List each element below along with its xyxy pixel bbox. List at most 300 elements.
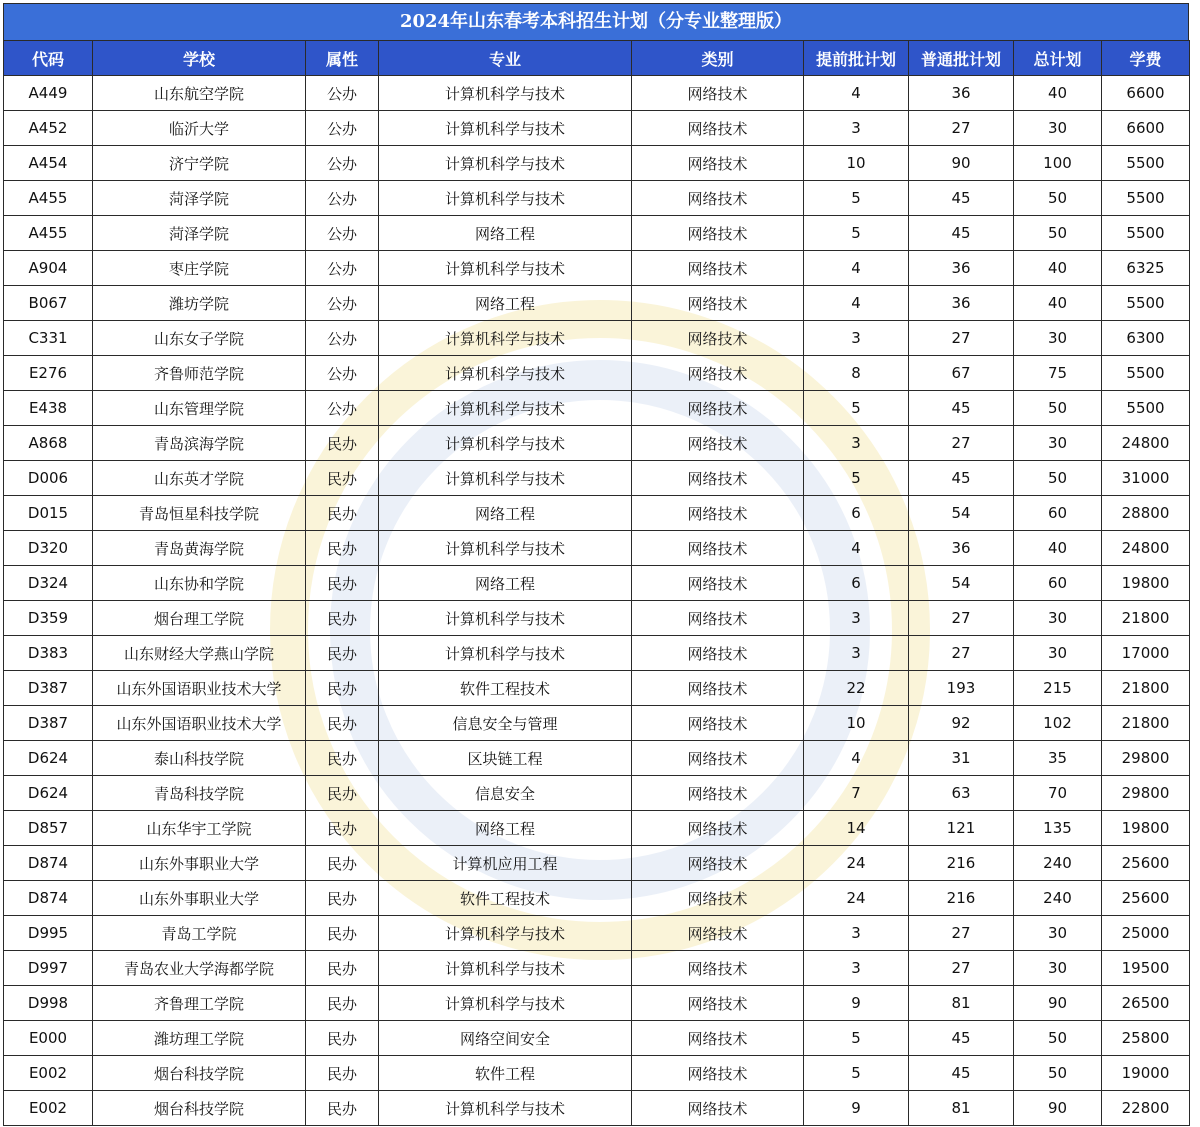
cell-regular-plan: 216 [909, 881, 1014, 916]
cell-school: 齐鲁理工学院 [93, 986, 306, 1021]
column-header-total-plan: 总计划 [1014, 41, 1102, 76]
cell-tuition: 5500 [1102, 146, 1190, 181]
cell-code: D324 [4, 566, 93, 601]
cell-early-plan: 24 [804, 846, 909, 881]
cell-total-plan: 50 [1014, 216, 1102, 251]
cell-major: 计算机科学与技术 [379, 111, 632, 146]
table-row [4, 566, 1190, 601]
cell-category: 网络技术 [632, 391, 804, 426]
cell-regular-plan: 27 [909, 916, 1014, 951]
table-row [4, 916, 1190, 951]
cell-regular-plan: 45 [909, 181, 1014, 216]
cell-type: 民办 [306, 496, 379, 531]
cell-major: 网络工程 [379, 496, 632, 531]
cell-major: 计算机科学与技术 [379, 916, 632, 951]
table-row [4, 636, 1190, 671]
cell-school: 山东英才学院 [93, 461, 306, 496]
cell-early-plan: 9 [804, 986, 909, 1021]
cell-tuition: 25800 [1102, 1021, 1190, 1056]
column-header-regular-plan: 普通批计划 [909, 41, 1014, 76]
cell-major: 计算机科学与技术 [379, 601, 632, 636]
cell-code: E000 [4, 1021, 93, 1056]
table-row [4, 1091, 1190, 1126]
cell-tuition: 25000 [1102, 916, 1190, 951]
cell-category: 网络技术 [632, 671, 804, 706]
cell-type: 民办 [306, 1056, 379, 1091]
cell-category: 网络技术 [632, 881, 804, 916]
cell-major: 计算机科学与技术 [379, 321, 632, 356]
column-header-category: 类别 [632, 41, 804, 76]
cell-total-plan: 40 [1014, 286, 1102, 321]
cell-school: 临沂大学 [93, 111, 306, 146]
cell-type: 民办 [306, 881, 379, 916]
cell-major: 计算机科学与技术 [379, 251, 632, 286]
cell-tuition: 26500 [1102, 986, 1190, 1021]
cell-type: 公办 [306, 251, 379, 286]
cell-early-plan: 3 [804, 951, 909, 986]
cell-school: 山东外国语职业技术大学 [93, 671, 306, 706]
cell-type: 公办 [306, 111, 379, 146]
table-row [4, 1021, 1190, 1056]
cell-tuition: 25600 [1102, 881, 1190, 916]
cell-major: 计算机科学与技术 [379, 356, 632, 391]
cell-tuition: 21800 [1102, 671, 1190, 706]
cell-code: D624 [4, 776, 93, 811]
cell-type: 公办 [306, 146, 379, 181]
table-row [4, 76, 1190, 111]
cell-early-plan: 3 [804, 636, 909, 671]
table-row [4, 846, 1190, 881]
cell-school: 齐鲁师范学院 [93, 356, 306, 391]
table-row [4, 356, 1190, 391]
cell-major: 计算机科学与技术 [379, 636, 632, 671]
cell-code: C331 [4, 321, 93, 356]
cell-school: 烟台科技学院 [93, 1091, 306, 1126]
cell-total-plan: 100 [1014, 146, 1102, 181]
cell-category: 网络技术 [632, 286, 804, 321]
cell-category: 网络技术 [632, 181, 804, 216]
table-row [4, 881, 1190, 916]
cell-regular-plan: 45 [909, 391, 1014, 426]
cell-major: 计算机科学与技术 [379, 531, 632, 566]
cell-early-plan: 5 [804, 216, 909, 251]
cell-school: 潍坊学院 [93, 286, 306, 321]
cell-category: 网络技术 [632, 321, 804, 356]
cell-category: 网络技术 [632, 916, 804, 951]
cell-code: E002 [4, 1056, 93, 1091]
cell-tuition: 29800 [1102, 741, 1190, 776]
cell-code: D874 [4, 846, 93, 881]
cell-tuition: 5500 [1102, 181, 1190, 216]
cell-school: 山东外国语职业技术大学 [93, 706, 306, 741]
cell-code: E002 [4, 1091, 93, 1126]
cell-category: 网络技术 [632, 601, 804, 636]
table-row [4, 286, 1190, 321]
cell-early-plan: 4 [804, 251, 909, 286]
cell-type: 民办 [306, 986, 379, 1021]
cell-tuition: 28800 [1102, 496, 1190, 531]
cell-early-plan: 14 [804, 811, 909, 846]
cell-category: 网络技术 [632, 776, 804, 811]
cell-regular-plan: 216 [909, 846, 1014, 881]
cell-code: D383 [4, 636, 93, 671]
cell-type: 民办 [306, 741, 379, 776]
cell-school: 烟台科技学院 [93, 1056, 306, 1091]
table-row [4, 426, 1190, 461]
cell-total-plan: 50 [1014, 1021, 1102, 1056]
cell-code: A455 [4, 181, 93, 216]
column-header-type: 属性 [306, 41, 379, 76]
cell-total-plan: 75 [1014, 356, 1102, 391]
cell-major: 网络空间安全 [379, 1021, 632, 1056]
cell-early-plan: 3 [804, 426, 909, 461]
cell-category: 网络技术 [632, 76, 804, 111]
cell-code: E438 [4, 391, 93, 426]
cell-type: 公办 [306, 76, 379, 111]
cell-total-plan: 90 [1014, 986, 1102, 1021]
cell-type: 公办 [306, 216, 379, 251]
column-header-tuition: 学费 [1102, 41, 1190, 76]
cell-tuition: 22800 [1102, 1091, 1190, 1126]
cell-type: 民办 [306, 776, 379, 811]
cell-regular-plan: 36 [909, 531, 1014, 566]
cell-code: D874 [4, 881, 93, 916]
cell-regular-plan: 31 [909, 741, 1014, 776]
cell-major: 计算机科学与技术 [379, 181, 632, 216]
cell-regular-plan: 45 [909, 1056, 1014, 1091]
cell-code: A868 [4, 426, 93, 461]
cell-major: 计算机科学与技术 [379, 986, 632, 1021]
table-row [4, 181, 1190, 216]
cell-tuition: 6600 [1102, 76, 1190, 111]
cell-early-plan: 24 [804, 881, 909, 916]
cell-total-plan: 50 [1014, 461, 1102, 496]
cell-major: 软件工程技术 [379, 671, 632, 706]
cell-total-plan: 90 [1014, 1091, 1102, 1126]
cell-regular-plan: 90 [909, 146, 1014, 181]
cell-category: 网络技术 [632, 531, 804, 566]
table-row [4, 601, 1190, 636]
cell-total-plan: 60 [1014, 566, 1102, 601]
cell-type: 民办 [306, 636, 379, 671]
cell-tuition: 5500 [1102, 216, 1190, 251]
cell-tuition: 5500 [1102, 286, 1190, 321]
cell-early-plan: 3 [804, 111, 909, 146]
cell-early-plan: 9 [804, 1091, 909, 1126]
cell-total-plan: 40 [1014, 531, 1102, 566]
cell-school: 菏泽学院 [93, 216, 306, 251]
table-row [4, 741, 1190, 776]
cell-tuition: 25600 [1102, 846, 1190, 881]
table-row [4, 776, 1190, 811]
cell-major: 计算机科学与技术 [379, 391, 632, 426]
cell-total-plan: 50 [1014, 391, 1102, 426]
cell-regular-plan: 45 [909, 461, 1014, 496]
cell-category: 网络技术 [632, 986, 804, 1021]
cell-major: 网络工程 [379, 216, 632, 251]
cell-regular-plan: 27 [909, 601, 1014, 636]
cell-category: 网络技术 [632, 146, 804, 181]
table-row [4, 216, 1190, 251]
table-header [4, 41, 1190, 76]
cell-early-plan: 5 [804, 391, 909, 426]
table-title: 2024年山东春考本科招生计划（分专业整理版） [3, 3, 1189, 40]
cell-school: 山东华宇工学院 [93, 811, 306, 846]
cell-early-plan: 4 [804, 531, 909, 566]
cell-school: 青岛科技学院 [93, 776, 306, 811]
cell-regular-plan: 36 [909, 286, 1014, 321]
cell-school: 山东财经大学燕山学院 [93, 636, 306, 671]
cell-regular-plan: 27 [909, 636, 1014, 671]
cell-school: 山东航空学院 [93, 76, 306, 111]
cell-total-plan: 40 [1014, 76, 1102, 111]
cell-major: 信息安全 [379, 776, 632, 811]
cell-category: 网络技术 [632, 496, 804, 531]
cell-type: 民办 [306, 671, 379, 706]
cell-regular-plan: 92 [909, 706, 1014, 741]
cell-school: 山东管理学院 [93, 391, 306, 426]
cell-total-plan: 30 [1014, 111, 1102, 146]
cell-type: 民办 [306, 811, 379, 846]
cell-category: 网络技术 [632, 426, 804, 461]
cell-school: 青岛黄海学院 [93, 531, 306, 566]
cell-tuition: 17000 [1102, 636, 1190, 671]
table-row [4, 461, 1190, 496]
cell-code: D387 [4, 706, 93, 741]
cell-type: 民办 [306, 916, 379, 951]
cell-school: 枣庄学院 [93, 251, 306, 286]
cell-type: 民办 [306, 951, 379, 986]
cell-category: 网络技术 [632, 811, 804, 846]
cell-school: 山东外事职业大学 [93, 846, 306, 881]
cell-school: 菏泽学院 [93, 181, 306, 216]
cell-regular-plan: 81 [909, 1091, 1014, 1126]
cell-regular-plan: 193 [909, 671, 1014, 706]
cell-category: 网络技术 [632, 706, 804, 741]
cell-regular-plan: 63 [909, 776, 1014, 811]
cell-tuition: 31000 [1102, 461, 1190, 496]
cell-major: 计算机科学与技术 [379, 951, 632, 986]
cell-school: 烟台理工学院 [93, 601, 306, 636]
table-row [4, 391, 1190, 426]
cell-tuition: 29800 [1102, 776, 1190, 811]
cell-total-plan: 40 [1014, 251, 1102, 286]
cell-early-plan: 3 [804, 916, 909, 951]
cell-major: 计算机科学与技术 [379, 1091, 632, 1126]
cell-tuition: 19000 [1102, 1056, 1190, 1091]
cell-tuition: 21800 [1102, 706, 1190, 741]
cell-code: A449 [4, 76, 93, 111]
cell-early-plan: 5 [804, 181, 909, 216]
cell-total-plan: 102 [1014, 706, 1102, 741]
cell-major: 计算机科学与技术 [379, 426, 632, 461]
cell-school: 青岛农业大学海都学院 [93, 951, 306, 986]
cell-type: 公办 [306, 286, 379, 321]
cell-regular-plan: 45 [909, 216, 1014, 251]
cell-category: 网络技术 [632, 356, 804, 391]
cell-total-plan: 240 [1014, 846, 1102, 881]
cell-type: 民办 [306, 846, 379, 881]
cell-code: A454 [4, 146, 93, 181]
cell-tuition: 21800 [1102, 601, 1190, 636]
cell-total-plan: 30 [1014, 426, 1102, 461]
table-row [4, 706, 1190, 741]
table-row [4, 531, 1190, 566]
cell-code: A455 [4, 216, 93, 251]
cell-school: 潍坊理工学院 [93, 1021, 306, 1056]
cell-category: 网络技术 [632, 566, 804, 601]
cell-type: 公办 [306, 391, 379, 426]
cell-type: 公办 [306, 181, 379, 216]
cell-type: 民办 [306, 1021, 379, 1056]
cell-school: 青岛恒星科技学院 [93, 496, 306, 531]
cell-regular-plan: 45 [909, 1021, 1014, 1056]
cell-regular-plan: 36 [909, 76, 1014, 111]
cell-early-plan: 3 [804, 601, 909, 636]
cell-tuition: 5500 [1102, 356, 1190, 391]
cell-total-plan: 30 [1014, 601, 1102, 636]
cell-code: B067 [4, 286, 93, 321]
cell-regular-plan: 27 [909, 426, 1014, 461]
header-row [4, 41, 1190, 76]
cell-early-plan: 4 [804, 76, 909, 111]
cell-category: 网络技术 [632, 846, 804, 881]
cell-major: 网络工程 [379, 566, 632, 601]
cell-category: 网络技术 [632, 1091, 804, 1126]
cell-tuition: 6600 [1102, 111, 1190, 146]
cell-school: 山东女子学院 [93, 321, 306, 356]
cell-regular-plan: 27 [909, 951, 1014, 986]
cell-school: 济宁学院 [93, 146, 306, 181]
table-row [4, 496, 1190, 531]
cell-early-plan: 5 [804, 1056, 909, 1091]
cell-category: 网络技术 [632, 741, 804, 776]
cell-regular-plan: 54 [909, 496, 1014, 531]
cell-total-plan: 30 [1014, 951, 1102, 986]
cell-type: 公办 [306, 321, 379, 356]
cell-type: 民办 [306, 461, 379, 496]
cell-code: D624 [4, 741, 93, 776]
cell-school: 山东外事职业大学 [93, 881, 306, 916]
cell-type: 民办 [306, 566, 379, 601]
cell-school: 泰山科技学院 [93, 741, 306, 776]
cell-type: 民办 [306, 706, 379, 741]
cell-tuition: 5500 [1102, 391, 1190, 426]
cell-total-plan: 30 [1014, 636, 1102, 671]
table-row [4, 811, 1190, 846]
cell-early-plan: 3 [804, 321, 909, 356]
cell-type: 民办 [306, 426, 379, 461]
cell-total-plan: 50 [1014, 181, 1102, 216]
enrollment-plan-sheet [3, 3, 1189, 1126]
cell-early-plan: 4 [804, 286, 909, 321]
column-header-major: 专业 [379, 41, 632, 76]
cell-category: 网络技术 [632, 251, 804, 286]
cell-regular-plan: 121 [909, 811, 1014, 846]
column-header-school: 学校 [93, 41, 306, 76]
cell-tuition: 19500 [1102, 951, 1190, 986]
cell-early-plan: 5 [804, 1021, 909, 1056]
cell-total-plan: 135 [1014, 811, 1102, 846]
cell-major: 计算机科学与技术 [379, 76, 632, 111]
cell-total-plan: 215 [1014, 671, 1102, 706]
table-row [4, 251, 1190, 286]
cell-regular-plan: 67 [909, 356, 1014, 391]
cell-total-plan: 35 [1014, 741, 1102, 776]
cell-tuition: 6325 [1102, 251, 1190, 286]
cell-regular-plan: 27 [909, 321, 1014, 356]
cell-tuition: 6300 [1102, 321, 1190, 356]
table-row [4, 146, 1190, 181]
cell-total-plan: 30 [1014, 321, 1102, 356]
cell-total-plan: 70 [1014, 776, 1102, 811]
cell-early-plan: 6 [804, 566, 909, 601]
cell-total-plan: 50 [1014, 1056, 1102, 1091]
cell-early-plan: 10 [804, 706, 909, 741]
cell-early-plan: 8 [804, 356, 909, 391]
cell-total-plan: 240 [1014, 881, 1102, 916]
cell-early-plan: 5 [804, 461, 909, 496]
cell-major: 计算机科学与技术 [379, 461, 632, 496]
cell-regular-plan: 81 [909, 986, 1014, 1021]
cell-tuition: 19800 [1102, 566, 1190, 601]
cell-code: D998 [4, 986, 93, 1021]
cell-major: 计算机科学与技术 [379, 146, 632, 181]
cell-type: 民办 [306, 601, 379, 636]
cell-major: 软件工程技术 [379, 881, 632, 916]
cell-code: D359 [4, 601, 93, 636]
table-row [4, 671, 1190, 706]
table-row [4, 321, 1190, 356]
cell-early-plan: 4 [804, 741, 909, 776]
cell-major: 网络工程 [379, 811, 632, 846]
cell-major: 区块链工程 [379, 741, 632, 776]
cell-category: 网络技术 [632, 111, 804, 146]
cell-type: 民办 [306, 1091, 379, 1126]
cell-regular-plan: 54 [909, 566, 1014, 601]
cell-type: 民办 [306, 531, 379, 566]
cell-code: D387 [4, 671, 93, 706]
enrollment-table [3, 40, 1190, 1126]
table-row [4, 1056, 1190, 1091]
cell-category: 网络技术 [632, 636, 804, 671]
cell-code: E276 [4, 356, 93, 391]
cell-code: D320 [4, 531, 93, 566]
cell-code: D006 [4, 461, 93, 496]
cell-major: 软件工程 [379, 1056, 632, 1091]
cell-early-plan: 22 [804, 671, 909, 706]
cell-school: 青岛工学院 [93, 916, 306, 951]
cell-category: 网络技术 [632, 1056, 804, 1091]
cell-major: 信息安全与管理 [379, 706, 632, 741]
cell-school: 青岛滨海学院 [93, 426, 306, 461]
cell-category: 网络技术 [632, 951, 804, 986]
cell-category: 网络技术 [632, 1021, 804, 1056]
cell-code: D995 [4, 916, 93, 951]
cell-code: D015 [4, 496, 93, 531]
cell-code: D857 [4, 811, 93, 846]
cell-school: 山东协和学院 [93, 566, 306, 601]
table-row [4, 986, 1190, 1021]
table-body [4, 76, 1190, 1126]
cell-category: 网络技术 [632, 216, 804, 251]
cell-early-plan: 6 [804, 496, 909, 531]
cell-total-plan: 30 [1014, 916, 1102, 951]
cell-code: A452 [4, 111, 93, 146]
column-header-code: 代码 [4, 41, 93, 76]
cell-total-plan: 60 [1014, 496, 1102, 531]
cell-tuition: 24800 [1102, 531, 1190, 566]
